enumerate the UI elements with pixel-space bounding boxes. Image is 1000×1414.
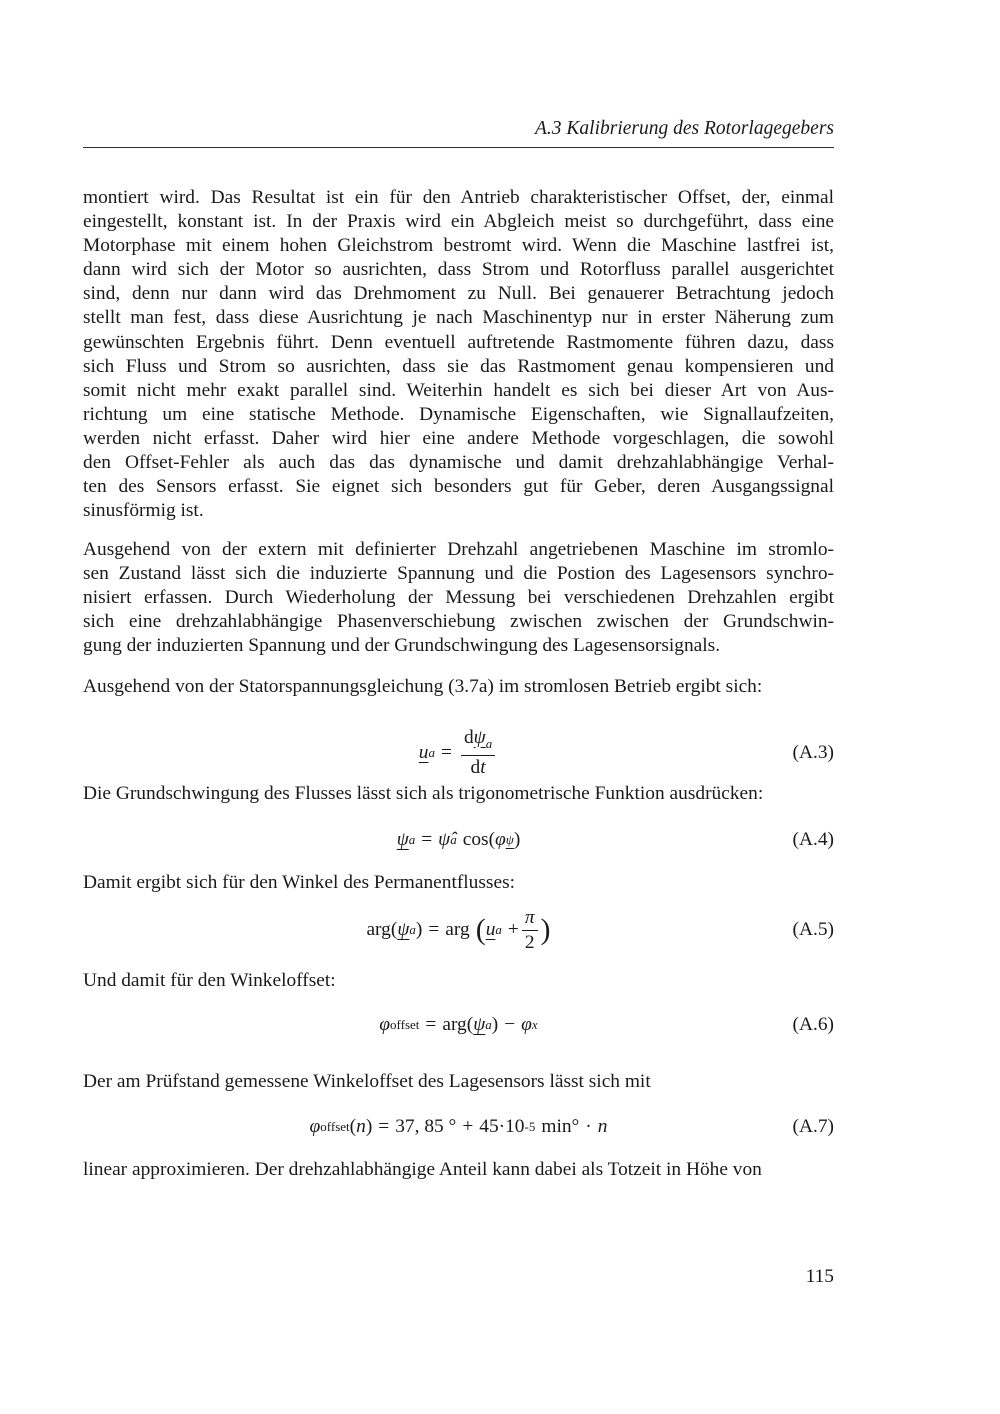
text-line: gung der induzierten Spannung und der Grundschwingung des Lagesensorsignals.	[83, 635, 721, 657]
page-number: 115	[805, 1266, 834, 1287]
equation-a7-exponent: -5	[524, 1119, 536, 1134]
text-line: den Offset-Fehler als auch das das dynamische und damit drehzahlabhängige Verhal-	[83, 452, 834, 474]
paragraph-1	[83, 186, 834, 523]
text-line: ten des Sensors erfasst. Sie eignet sich besonders gut für Geber, deren Ausgangssignal	[83, 476, 834, 498]
text-line: sinusförmig ist.	[83, 500, 204, 522]
equation-number-a5: (A.5)	[792, 919, 834, 940]
equation-a3-body: u a = $\frac{d\psi_a}{dt}$	[83, 728, 834, 778]
paragraph-4: Die Grundschwingung des Flusses lässt sich als trigonometrische Funktion ausdrücken:	[83, 783, 764, 804]
text-line: Motorphase mit einem hohen Gleichstrom bestromt wird. Wenn die Maschine lastfrei ist,	[83, 235, 834, 257]
equation-number-a6: (A.6)	[792, 1014, 834, 1035]
equation-a5	[83, 905, 834, 955]
text-line: dann wird sich der Motor so ausrichten, dass Strom und Rotorfluss parallel ausgerichtet	[83, 259, 834, 281]
text-line: Ausgehend von der extern mit definierter Drehzahl angetriebenen Maschine im stromlo-	[83, 539, 834, 560]
text-line: eingestellt, konstant ist. In der Praxis wird ein Abgleich meist so durchgeführt, dass eine	[83, 211, 834, 233]
equation-a7	[83, 1102, 834, 1152]
paragraph-2	[83, 538, 834, 658]
paragraph-8: linear approximieren. Der drehzahlabhängige Anteil kann dabei als Totzeit in Höhe von	[83, 1159, 762, 1180]
equation-a7-unit: min°	[541, 1116, 580, 1137]
text-line: gewünschten Ergebnis führt. Denn eventuell auftretende Rastmomente führen dazu, dass	[83, 331, 834, 353]
equation-a3	[83, 728, 834, 778]
equation-a6-body: φ offset = arg( ψ a ) − φ x	[379, 1014, 538, 1035]
text-line: sich eine drehzahlabhängige Phasenverschiebung zwischen zwischen der Grundschwin-	[83, 611, 834, 633]
text-line: sich Fluss und Strom so ausrichten, dass sie das Rastmoment genau kompensieren und	[83, 355, 834, 377]
equation-a6	[83, 1000, 834, 1050]
equation-number-a4: (A.4)	[792, 829, 834, 850]
equation-number-a7: (A.7)	[792, 1116, 834, 1137]
text-line: stellt man fest, dass diese Ausrichtung je nach Maschinentyp nur in erster Näherung zum	[83, 307, 834, 329]
paragraph-5: Damit ergibt sich für den Winkel des Permanentflusses:	[83, 872, 516, 893]
equation-a4-body: ψ a = ψ̂ a cos( φ ψ )	[396, 829, 521, 850]
paragraph-6: Und damit für den Winkeloffset:	[83, 970, 336, 991]
paragraph-7: Der am Prüfstand gemessene Winkeloffset des Lagesensors lässt sich mit	[83, 1071, 651, 1092]
text-line: werden nicht erfasst. Daher wird hier eine andere Methode vorgeschlagen, die sowohl	[83, 427, 834, 449]
paragraph-3: Ausgehend von der Statorspannungsgleichung (3.7a) im stromlosen Betrieb ergibt sich:	[83, 676, 763, 697]
text-line: nisiert erfassen. Durch Wiederholung der Messung bei verschiedenen Drehzahlen ergibt	[83, 587, 834, 609]
running-header: A.3 Kalibrierung des Rotorlagegebers	[535, 118, 834, 139]
text-line: sen Zustand lässt sich die induzierte Spannung und die Postion des Lagesensors synchro-	[83, 563, 834, 585]
text-line: richtung um eine statische Methode. Dynamische Eigenschaften, wie Signallaufzeiten,	[83, 403, 834, 425]
text-line: somit nicht mehr exakt parallel sind. Weiterhin handelt es sich bei dieser Art von Aus-	[83, 379, 834, 401]
equation-a5-body: arg( ψ a ) = arg ( u a + $\frac{\pi}{2}$ )	[366, 906, 551, 953]
header-rule	[83, 147, 834, 148]
equation-number-a3: (A.3)	[792, 742, 834, 763]
equation-a7-constant: 37, 85 °	[395, 1116, 457, 1137]
equation-a7-body: φ offset ( n ) = 37, 85 ° + 45·10 -5 min° · n	[309, 1116, 608, 1137]
text-line: montiert wird. Das Resultat ist ein für den Antrieb charakteristischer Offset, der, einmal	[83, 187, 834, 208]
equation-a7-coefficient: 45·10	[479, 1116, 525, 1137]
equation-a4	[83, 815, 834, 865]
text-line: sind, denn nur dann wird das Drehmoment zu Null. Bei genauerer Betrachtung jedoch	[83, 283, 834, 305]
